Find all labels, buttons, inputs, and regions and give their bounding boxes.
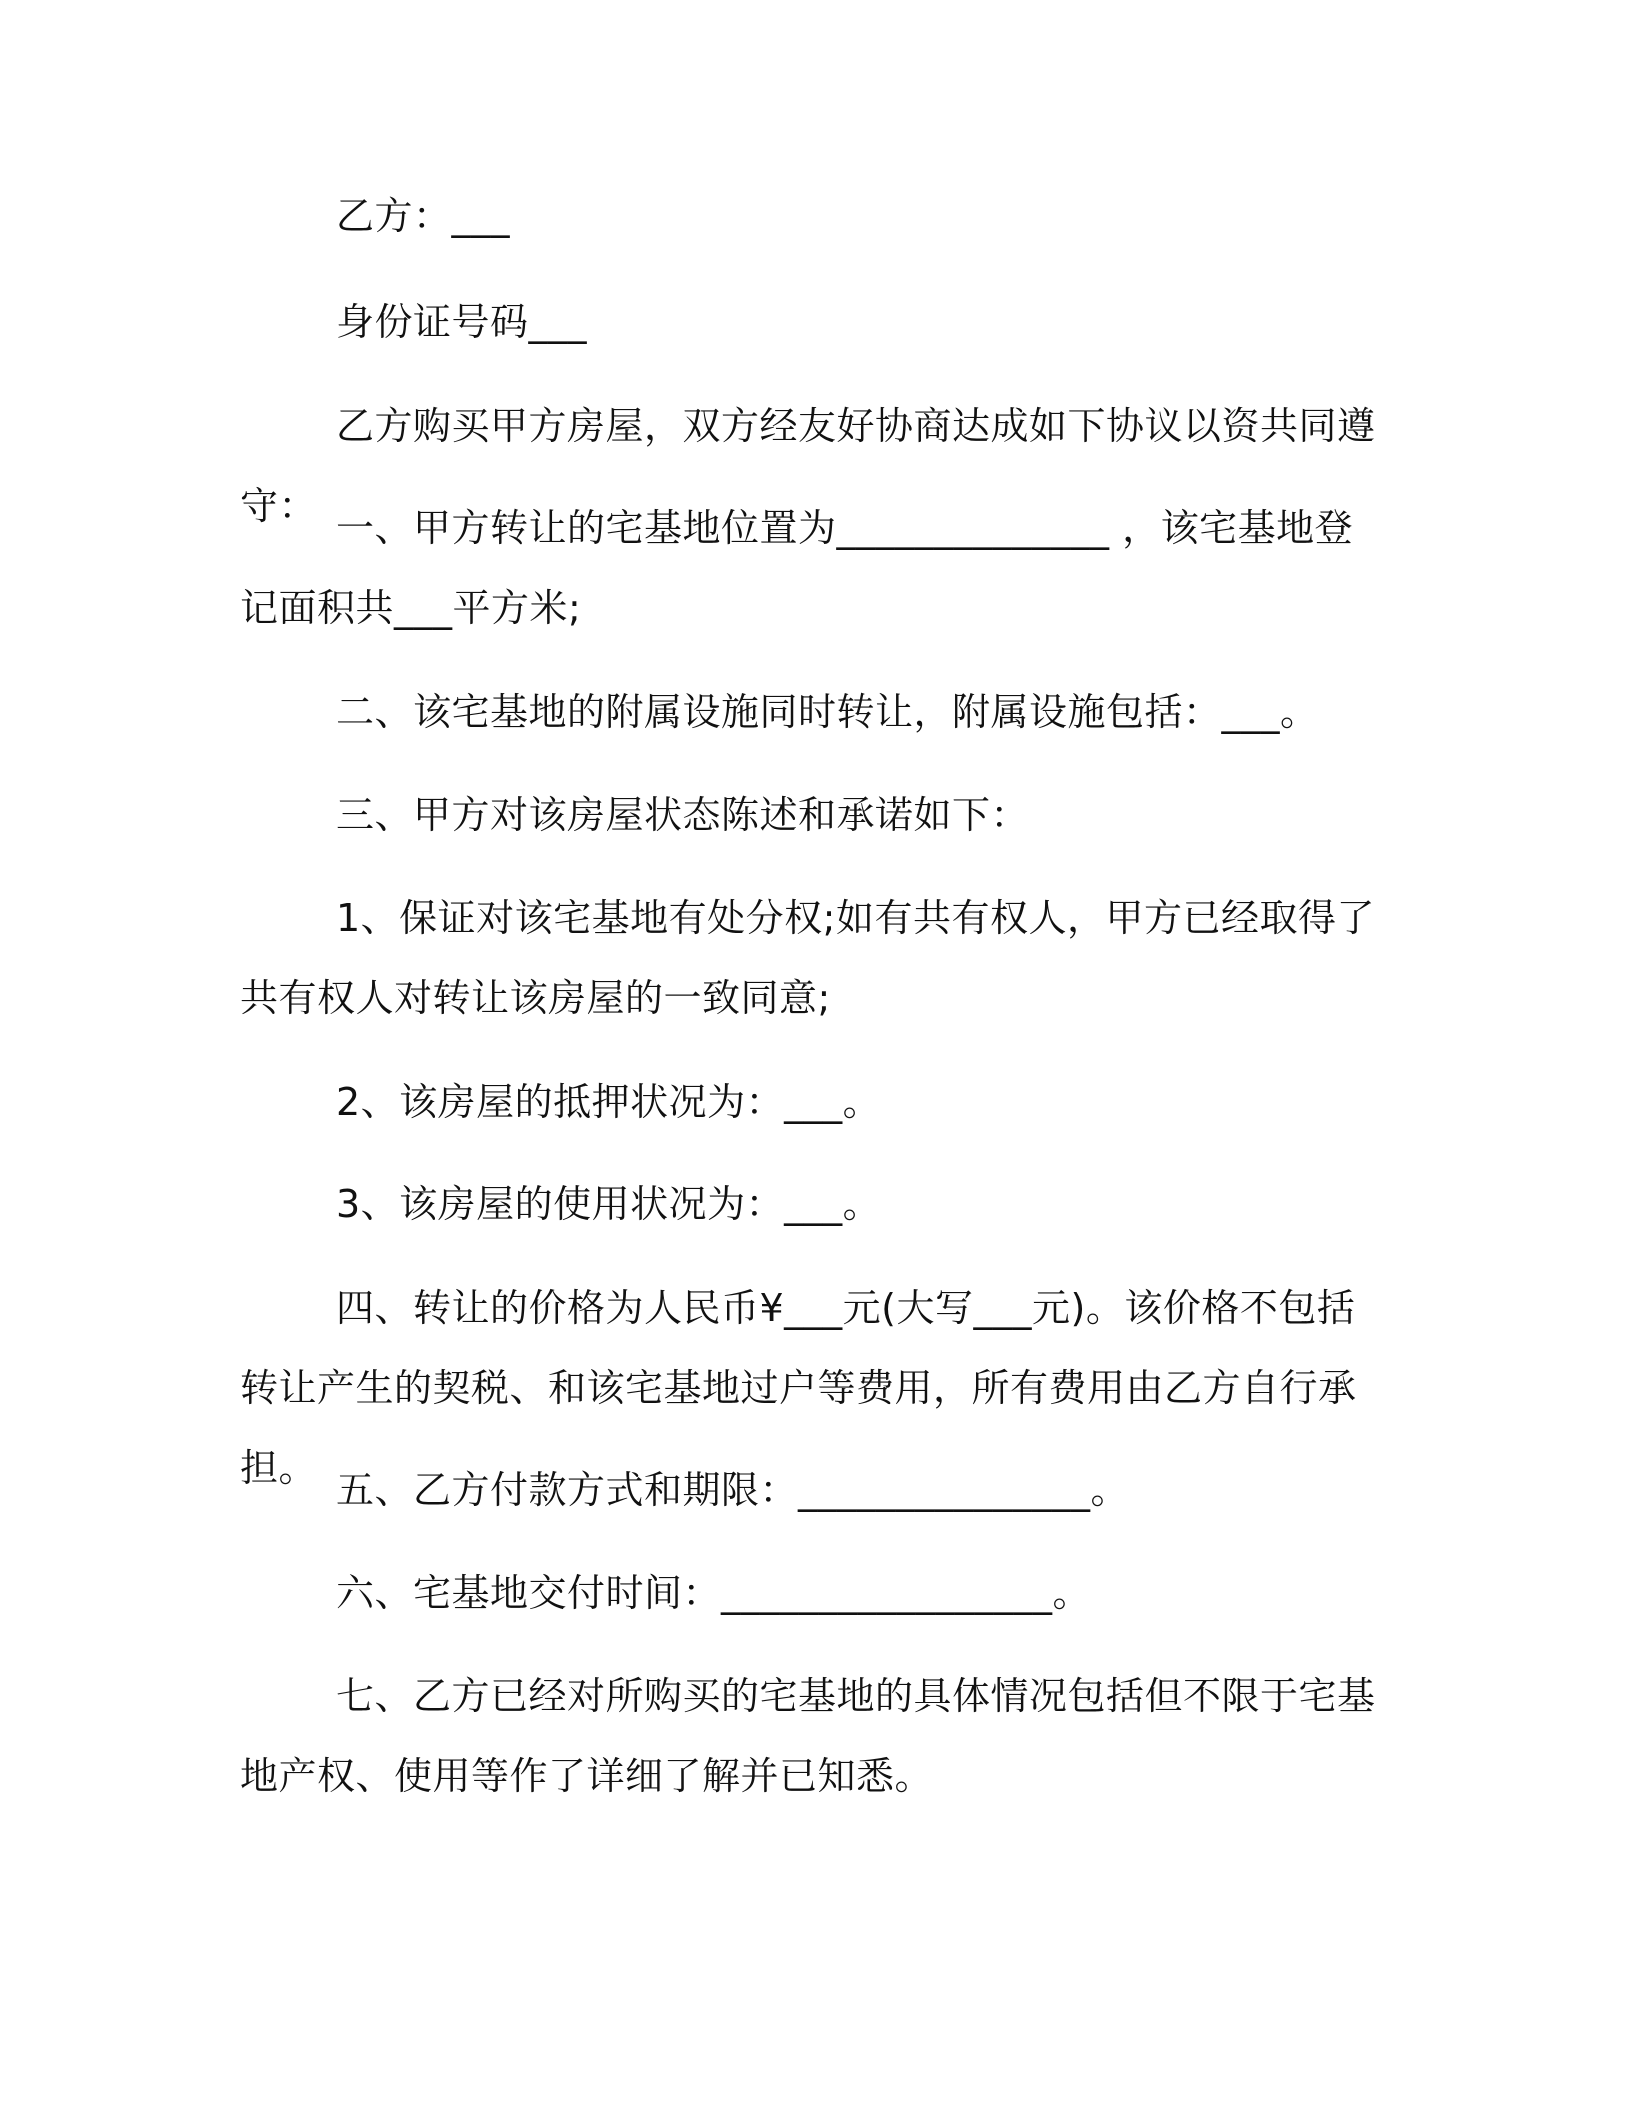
clause-3-item-1: 1、保证对该宅基地有处分权;如有共有权人，甲方已经取得了共有权人对转让该房屋的一致同意;: [240, 896, 1375, 1020]
clause-2: 二、该宅基地的附属设施同时转让，附属设施包括：___。: [336, 690, 1319, 734]
clause-3: 三、甲方对该房屋状态陈述和承诺如下：: [336, 793, 1030, 837]
clause-3-item-2: 2、该房屋的抵押状况为：___。: [336, 1080, 882, 1124]
clause-7: 七、乙方已经对所购买的宅基地的具体情况包括但不限于宅基地产权、使用等作了详细了解并已知悉。: [240, 1674, 1376, 1798]
party-b-line: 乙方：___: [336, 194, 511, 238]
clause-4: 四、转让的价格为人民币¥___元(大写___元)。该价格不包括转让产生的契税、和该宅基地过户等费用，所有费用由乙方自行承担。: [240, 1286, 1357, 1490]
clause-6: 六、宅基地交付时间：_________________。: [336, 1571, 1092, 1615]
intro-paragraph: 乙方购买甲方房屋，双方经友好协商达成如下协议以资共同遵守：: [240, 404, 1376, 528]
id-number-line: 身份证号码___: [336, 300, 588, 344]
clause-3-item-3: 3、该房屋的使用状况为：___。: [336, 1182, 882, 1226]
clause-5: 五、乙方付款方式和期限：_______________。: [336, 1468, 1130, 1512]
clause-1: 一、甲方转让的宅基地位置为______________ ，该宅基地登记面积共___平方米;: [240, 506, 1354, 630]
